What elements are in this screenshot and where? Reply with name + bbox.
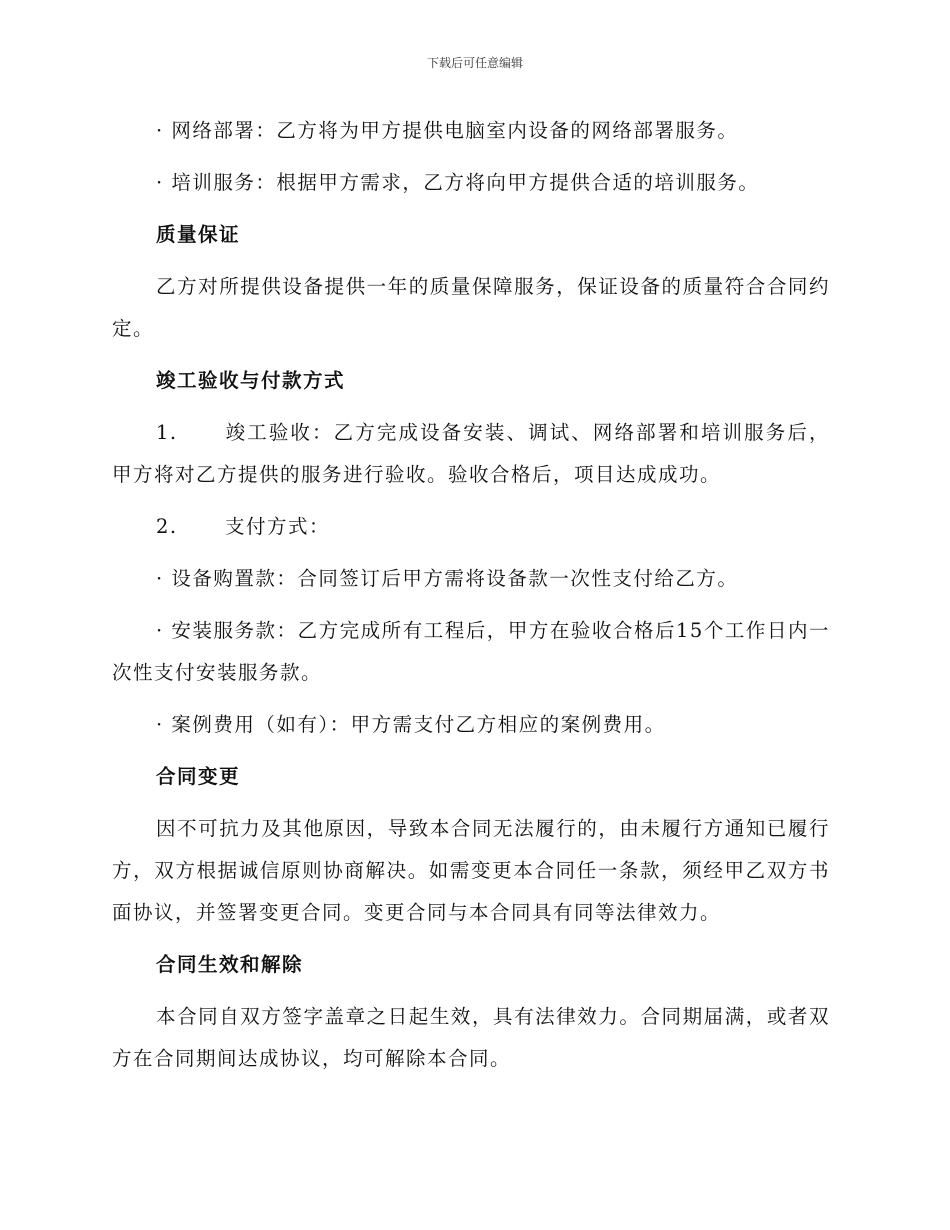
bullet-case-fee: · 案例费用（如有）：甲方需支付乙方相应的案例费用。: [156, 713, 666, 736]
paragraph-contract-change: 因不可抗力及其他原因，导致本合同无法履行的，由未履行方通知已履行方，双方根据诚信原则协商解决。如需变更本合同任一条款，须经甲乙双方书面协议，并签署变更合同。变更合同与本合同具有同等法律效力。: [112, 817, 830, 924]
document-body: [112, 110, 830, 1090]
page-header-note: 下载后可任意编辑: [426, 56, 523, 70]
bullet-training-service: · 培训服务：根据甲方需求，乙方将向甲方提供合适的培训服务。: [156, 171, 760, 194]
item-text: 竣工验收：乙方完成设备安装、调试、网络部署和培训服务后，甲方将对乙方提供的服务进行验收。验收合格后，项目达成成功。: [112, 421, 830, 486]
bullet-equipment-purchase: · 设备购置款：合同签订后甲方需将设备款一次性支付给乙方。: [156, 567, 739, 590]
bullet-installation-fee: · 安装服务款：乙方完成所有工程后，甲方在验收合格后15个工作日内一次性支付安装服务款。: [112, 619, 830, 684]
heading-contract-change: 合同变更: [156, 765, 241, 788]
bullet-network-deployment: · 网络部署：乙方将为甲方提供电脑室内设备的网络部署服务。: [156, 119, 739, 142]
heading-acceptance-payment: 竣工验收与付款方式: [156, 369, 346, 392]
item-number: 1.: [156, 421, 178, 444]
numbered-item-acceptance: [112, 412, 830, 496]
paragraph-quality: 乙方对所提供设备提供一年的质量保障服务，保证设备的质量符合合同约定。: [112, 275, 830, 340]
item-number: 2.: [156, 515, 178, 538]
heading-quality-assurance: 质量保证: [156, 223, 241, 246]
paragraph-contract-effect: 本合同自双方签字盖章之日起生效，具有法律效力。合同期届满，或者双方在合同期间达成协议，均可解除本合同。: [112, 1005, 830, 1070]
item-text: 支付方式：: [225, 515, 331, 538]
heading-contract-effect: 合同生效和解除: [156, 953, 304, 976]
numbered-item-payment: [112, 506, 830, 548]
